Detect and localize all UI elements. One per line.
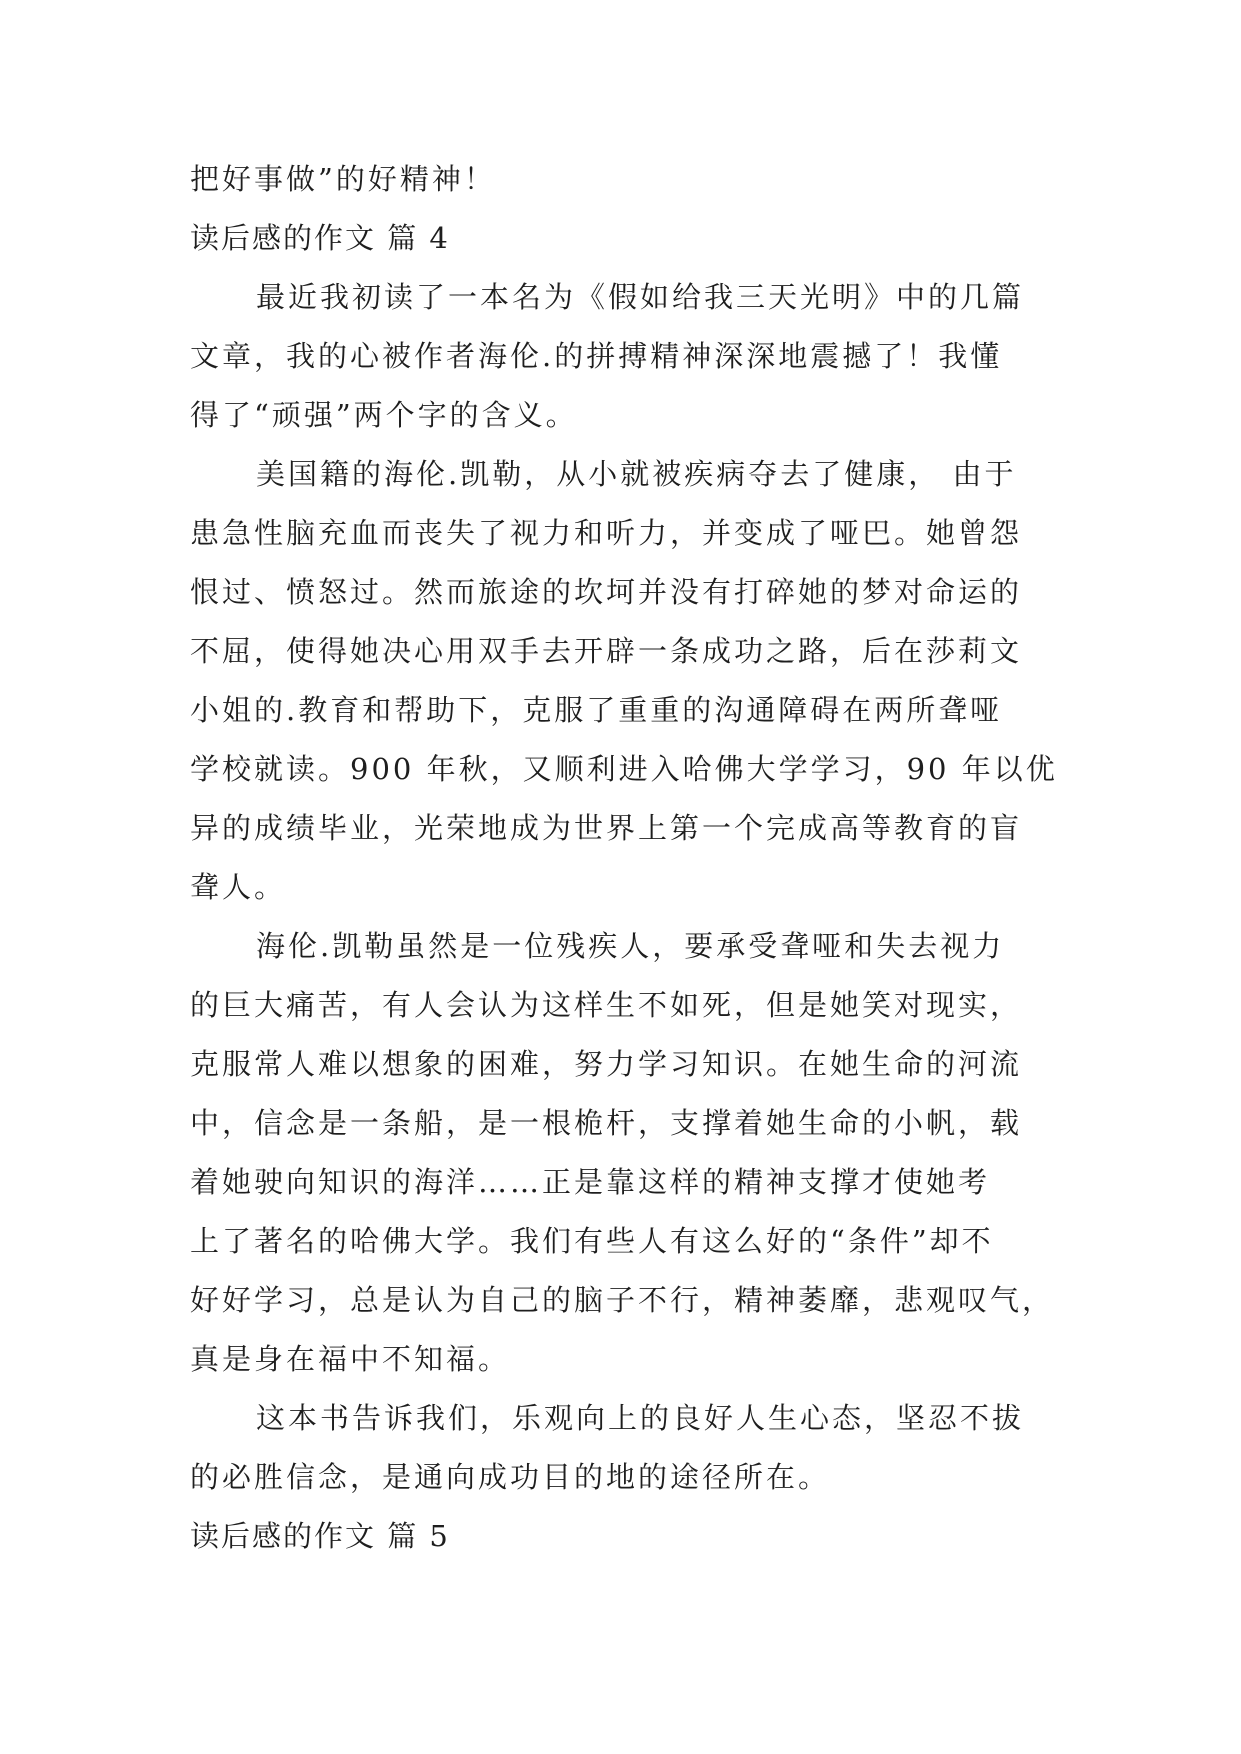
paragraph-line: 海伦.凯勒虽然是一位残疾人，要承受聋哑和失去视力 bbox=[256, 929, 1005, 963]
paragraph-line: 聋人。 bbox=[190, 870, 287, 904]
section-heading-4: 读后感的作文 篇 4 bbox=[190, 221, 450, 255]
paragraph-line: 异的成绩毕业，光荣地成为世界上第一个完成高等教育的盲 bbox=[190, 811, 1023, 845]
paragraph-line: 患急性脑充血而丧失了视力和听力，并变成了哑巴。她曾怨 bbox=[190, 516, 1023, 550]
paragraph-line: 上了著名的哈佛大学。我们有些人有这么好的“条件”却不 bbox=[190, 1224, 994, 1258]
paragraph-line: 文章，我的心被作者海伦.的拼搏精神深深地震撼了！我懂 bbox=[190, 339, 1003, 373]
paragraph-line: 恨过、愤怒过。然而旅途的坎坷并没有打碎她的梦对命运的 bbox=[190, 575, 1023, 609]
document-page bbox=[190, 150, 1058, 1566]
paragraph-line: 着她驶向知识的海洋……正是靠这样的精神支撑才使她考 bbox=[190, 1165, 991, 1199]
paragraph-3 bbox=[190, 917, 1055, 1389]
paragraph-line: 最近我初读了一本名为《假如给我三天光明》中的几篇 bbox=[256, 280, 1025, 314]
intro-line: 把好事做”的好精神！ bbox=[190, 162, 496, 196]
paragraph-line: 的巨大痛苦，有人会认为这样生不如死，但是她笑对现实， bbox=[190, 988, 1023, 1022]
paragraph-line: 学校就读。900 年秋，又顺利进入哈佛大学学习，90 年以优 bbox=[190, 752, 1058, 786]
paragraph-line: 中，信念是一条船，是一根桅杆，支撑着她生命的小帆，载 bbox=[190, 1106, 1023, 1140]
paragraph-1 bbox=[190, 268, 1052, 445]
paragraph-4 bbox=[190, 1389, 1052, 1507]
paragraph-line: 的必胜信念，是通向成功目的地的途径所在。 bbox=[190, 1460, 831, 1494]
paragraph-line: 真是身在福中不知福。 bbox=[190, 1342, 511, 1376]
section-heading-5: 读后感的作文 篇 5 bbox=[190, 1519, 450, 1553]
paragraph-line: 这本书告诉我们，乐观向上的良好人生心态，坚忍不拔 bbox=[256, 1401, 1025, 1435]
paragraph-2 bbox=[190, 445, 1058, 917]
paragraph-line: 好好学习，总是认为自己的脑子不行，精神萎靡，悲观叹气， bbox=[190, 1283, 1055, 1317]
paragraph-line: 不屈，使得她决心用双手去开辟一条成功之路，后在莎莉文 bbox=[190, 634, 1023, 668]
paragraph-line: 克服常人难以想象的困难，努力学习知识。在她生命的河流 bbox=[190, 1047, 1023, 1081]
paragraph-line: 小姐的.教育和帮助下，克服了重重的沟通障碍在两所聋哑 bbox=[190, 693, 1003, 727]
paragraph-line: 美国籍的海伦.凯勒，从小就被疾病夺去了健康， 由于 bbox=[256, 457, 1017, 491]
paragraph-line: 得了“顽强”两个字的含义。 bbox=[190, 398, 578, 432]
